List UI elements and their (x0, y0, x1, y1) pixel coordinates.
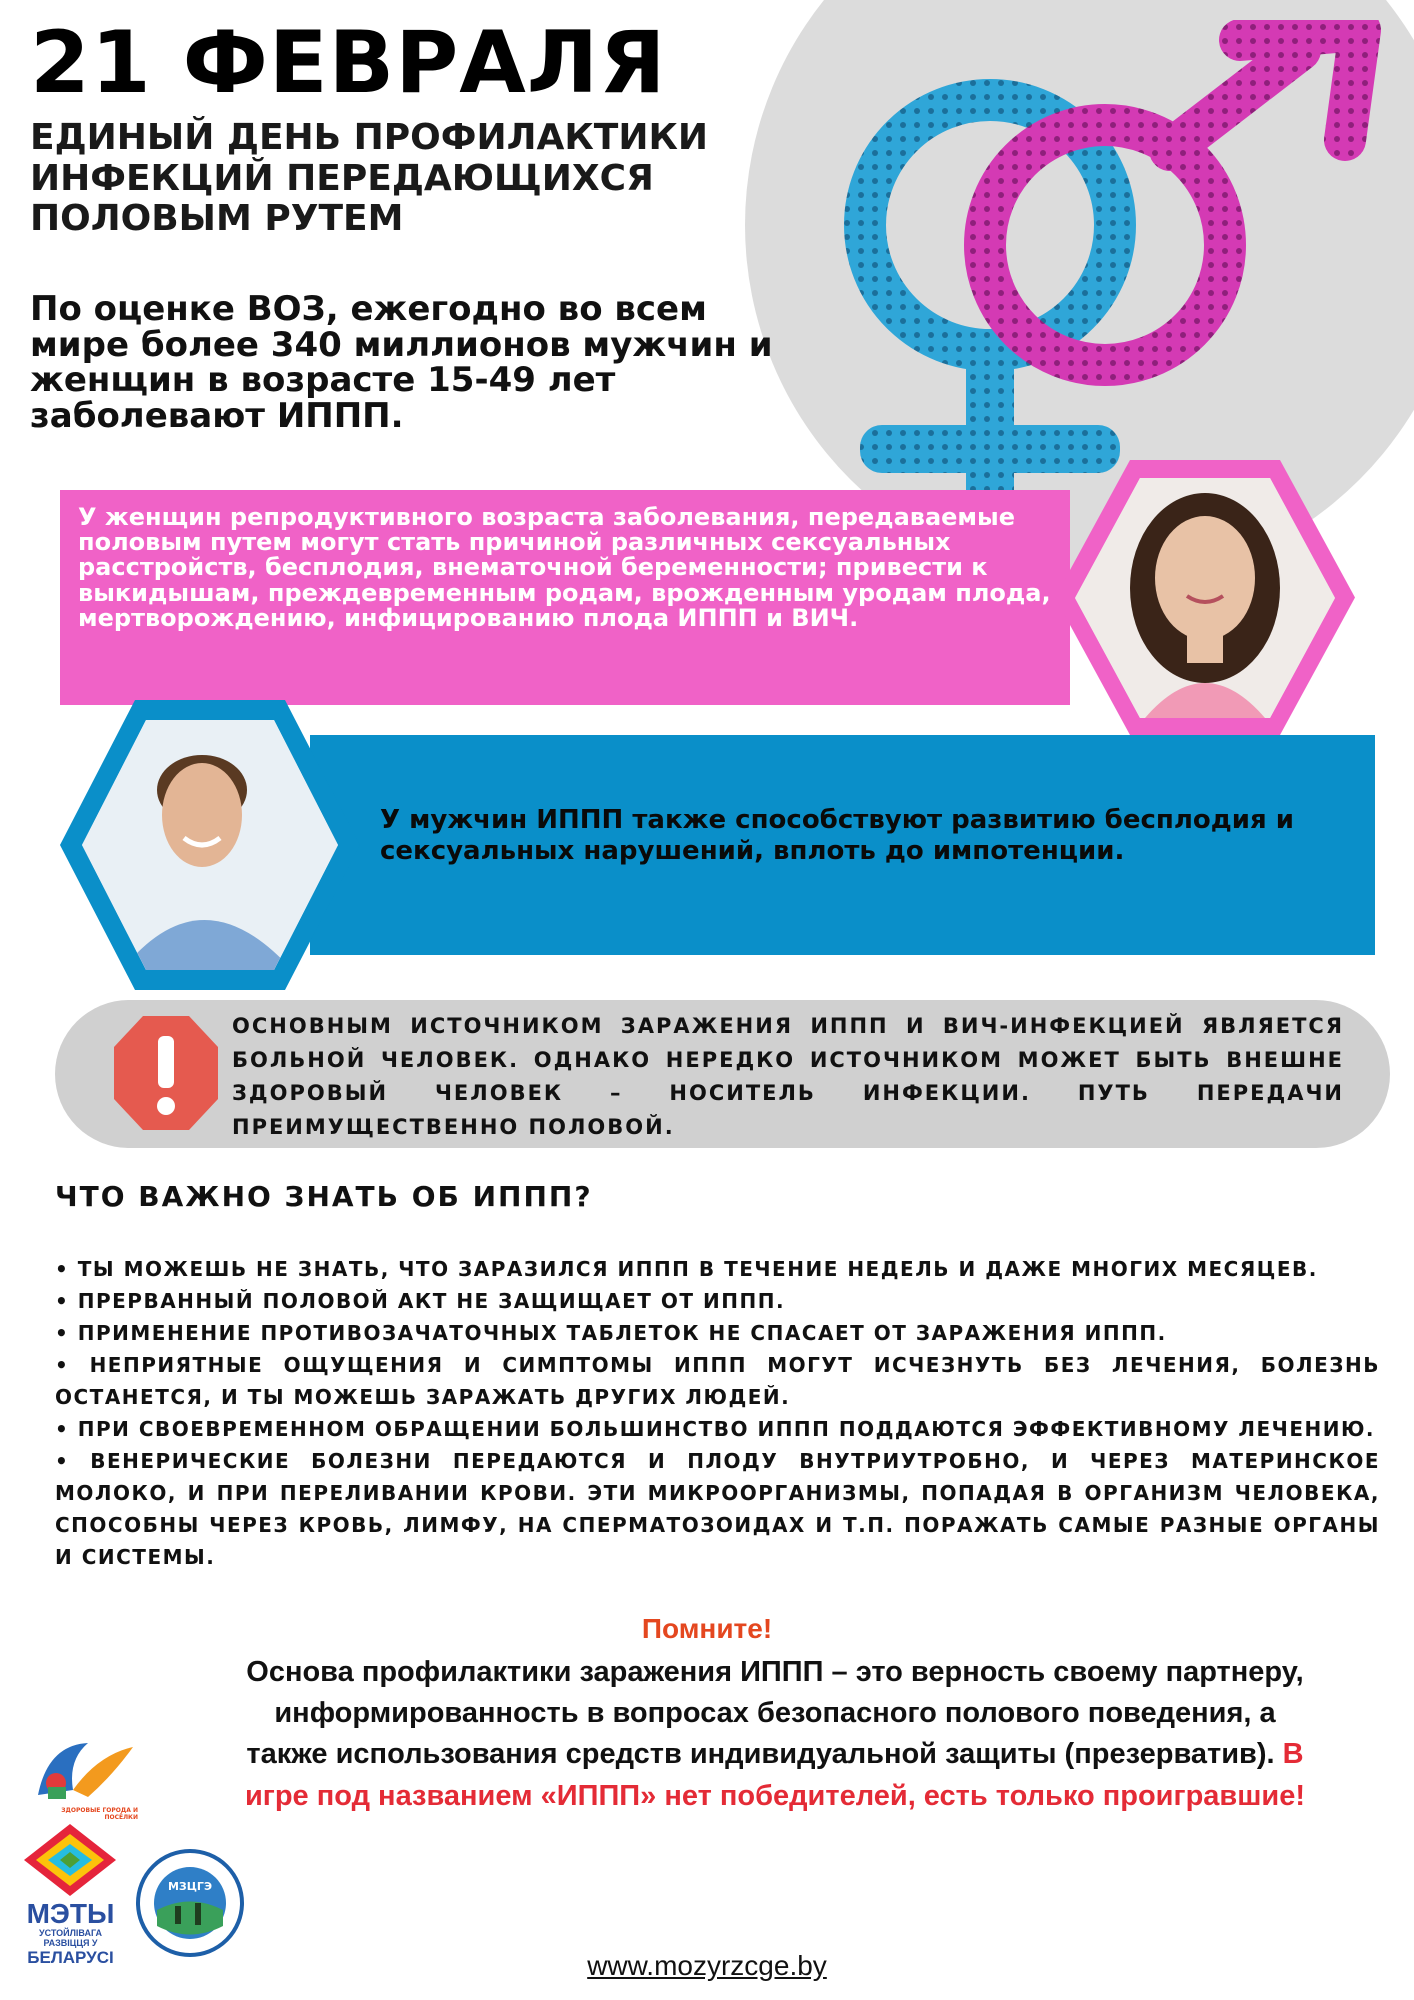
list-item: • НЕПРИЯТНЫЕ ОЩУЩЕНИЯ И СИМПТОМЫ ИППП МОГУТ ИСЧЕЗНУТЬ БЕЗ ЛЕЧЕНИЯ, БОЛЕЗНЬ ОСТАНЕТСЯ, И ТЫ МОЖЕШЬ ЗАРАЖАТЬ ДРУГИХ ЛЮДЕЙ. (55, 1353, 1380, 1409)
metu-country: БЕЛАРУСІ (27, 1948, 114, 1967)
healthy-city-label: ЗДОРОВЫЕ ГОРОДА И ПОСЁЛКИ (61, 1807, 138, 1821)
remember-heading: Помните! (641, 1613, 773, 1644)
date-title: 21 ФЕВРАЛЯ (30, 13, 667, 113)
mzcge-logo (135, 1848, 245, 1958)
closing-highlight: В игре под названием «ИППП» нет победителей, есть только проигравшие! (244, 1738, 1306, 1812)
facts-section-title: ЧТО ВАЖНО ЗНАТЬ ОБ ИППП? (55, 1180, 593, 1213)
closing-main: Основа профилактики заражения ИППП – это верность своему партнеру, информированность в вопросах безопасного полового поведения, а также использования средств индивидуальной защиты (презерватив). (246, 1656, 1304, 1771)
mzcge-label: МЗЦГЭ (167, 1880, 213, 1893)
warning-text: ОСНОВНЫМ ИСТОЧНИКОМ ЗАРАЖЕНИЯ ИППП И ВИЧ-ИНФЕКЦИЕЙ ЯВЛЯЕТСЯ БОЛЬНОЙ ЧЕЛОВЕК. ОДНАКО НЕРЕДКО ИСТОЧНИКОМ МОЖЕТ БЫТЬ ВНЕШНЕ ЗДОРОВЫЙ ЧЕЛОВЕК – НОСИТЕЛЬ ИНФЕКЦИИ. ПУТЬ ПЕРЕДАЧИ ПРЕИМУЩЕСТВЕННО ПОЛОВОЙ. (232, 1014, 1344, 1139)
healthy-city-icon (28, 1735, 138, 1803)
page-subtitle: ЕДИНЫЙ ДЕНЬ ПРОФИЛАКТИКИ ИНФЕКЦИЙ ПЕРЕДАЮЩИХСЯ ПОЛОВЫМ РУТЕМ (30, 117, 709, 240)
men-info-text: У мужчин ИППП также способствуют развитию бесплодия и сексуальных нарушений, вплоть до импотенции. (380, 805, 1294, 866)
list-item: • ПРИМЕНЕНИЕ ПРОТИВОЗАЧАТОЧНЫХ ТАБЛЕТОК НЕ СПАСАЕТ ОТ ЗАРАЖЕНИЯ ИППП. (55, 1321, 1167, 1345)
male-symbol-icon (985, 30, 1360, 365)
facts-list (55, 1253, 1380, 1573)
list-item: • ТЫ МОЖЕШЬ НЕ ЗНАТЬ, ЧТО ЗАРАЗИЛСЯ ИППП В ТЕЧЕНИЕ НЕДЕЛЬ И ДАЖЕ МНОГИХ МЕСЯЦЕВ. (55, 1257, 1318, 1281)
metu-subtitle: УСТОЙЛІВАГА РАЗВІЦЦЯ У (38, 1928, 103, 1948)
closing-text (235, 1652, 1315, 1817)
metu-title: МЭТЫ (26, 1898, 115, 1929)
website-link[interactable]: www.mozyrzcge.by (587, 1950, 827, 1981)
women-info-text: У женщин репродуктивного возраста заболевания, передаваемые половым путем могут стать причиной различных сексуальных расстройств, бесплодия, внематочной беременности; привести к выкидышам, преждевременным родам, врожденным уродам плода, мертворождению, инфицированию плода ИППП и ВИЧ. (78, 503, 1051, 632)
list-item: • ПРЕРВАННЫЙ ПОЛОВОЙ АКТ НЕ ЗАЩИЩАЕТ ОТ ИППП. (55, 1289, 786, 1313)
mzcge-emblem-icon (135, 1848, 245, 1958)
sdg-logo (22, 1822, 118, 1902)
who-estimate: По оценке ВОЗ, ежегодно во всем мире более 340 миллионов мужчин и женщин в возрасте 15-49 лет заболевают ИППП. (30, 289, 773, 437)
sdg-pattern-icon (22, 1822, 118, 1898)
healthy-city-logo (28, 1735, 138, 1821)
warning-octagon-icon (110, 1012, 222, 1134)
list-item: • ПРИ СВОЕВРЕМЕННОМ ОБРАЩЕНИИ БОЛЬШИНСТВО ИППП ПОДДАЮТСЯ ЭФФЕКТИВНОМУ ЛЕЧЕНИЮ. (55, 1417, 1376, 1441)
list-item: • ВЕНЕРИЧЕСКИЕ БОЛЕЗНИ ПЕРЕДАЮТСЯ И ПЛОДУ ВНУТРИУТРОБНО, И ЧЕРЕЗ МАТЕРИНСКОЕ МОЛОКО, И ПРИ ПЕРЕЛИВАНИИ КРОВИ. ЭТИ МИКРООРГАНИЗМЫ, ПОПАДАЯ В ОРГАНИЗМ ЧЕЛОВЕКА, СПОСОБНЫ ЧЕРЕЗ КРОВЬ, ЛИМФУ, НА СПЕРМАТОЗОИДАХ И Т.П. ПОРАЖАТЬ САМЫЕ РАЗНЫЕ ОРГАНЫ И СИСТЕМЫ. (55, 1449, 1380, 1569)
